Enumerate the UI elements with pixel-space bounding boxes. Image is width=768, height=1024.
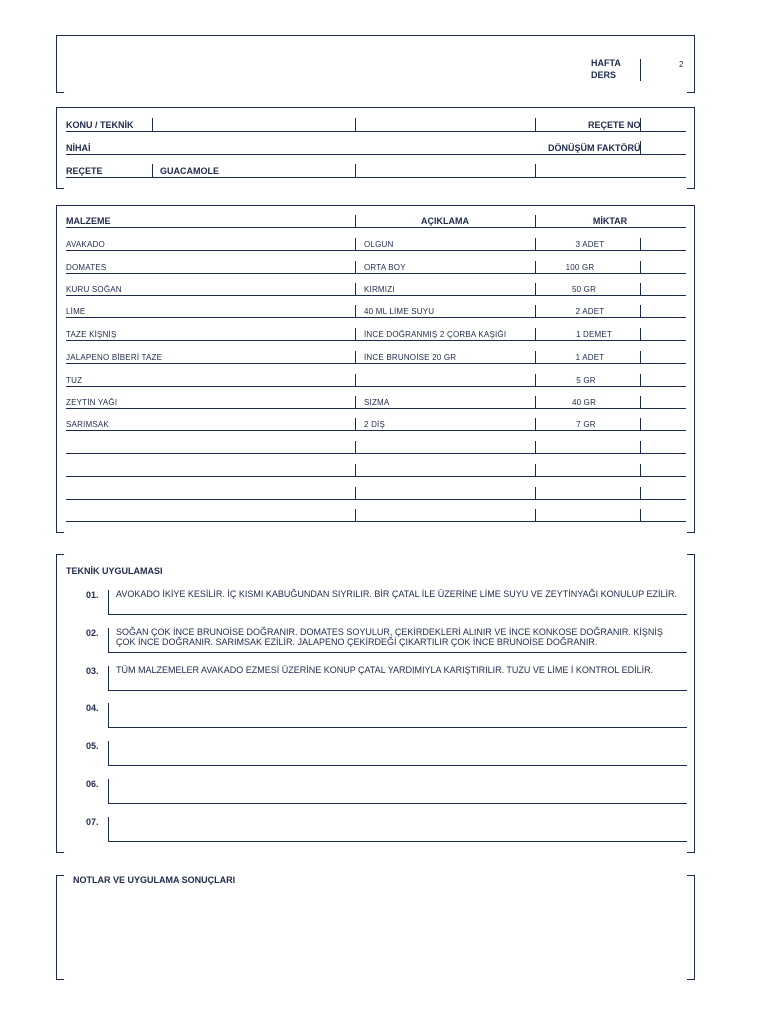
row-divider bbox=[355, 396, 356, 408]
row-divider bbox=[640, 261, 641, 273]
header-bl-tick bbox=[56, 92, 64, 93]
notes-tl-tick bbox=[56, 875, 64, 876]
info-right-border bbox=[694, 107, 695, 188]
notes-br-tick bbox=[687, 979, 695, 980]
row-divider bbox=[535, 305, 536, 317]
step-box bbox=[108, 703, 687, 728]
step-text: TÜM MALZEMELER AVAKADO EZMESİ ÜZERİNE KONUP ÇATAL YARDIMIYLA KARIŞTIRILIR. TUZU VE LİME İ KONTROL EDİLİR. bbox=[116, 665, 654, 675]
row-divider bbox=[355, 261, 356, 273]
notes-bl-tick bbox=[56, 979, 64, 980]
ing-header-line bbox=[66, 227, 686, 228]
ing-right-border bbox=[694, 205, 695, 532]
header-top-border bbox=[56, 35, 695, 36]
row-divider bbox=[355, 238, 356, 250]
table-row-line bbox=[66, 408, 686, 409]
row-divider bbox=[355, 351, 356, 363]
row-divider bbox=[640, 418, 641, 430]
row-divider bbox=[640, 487, 641, 499]
row-divider bbox=[355, 487, 356, 499]
row-divider bbox=[355, 374, 356, 386]
ingredient-name: KURU SOĞAN bbox=[66, 285, 122, 294]
recete-divider bbox=[152, 164, 153, 177]
konu-label: KONU / TEKNİK bbox=[66, 120, 134, 130]
table-row-line bbox=[66, 340, 686, 341]
page-number: 2 bbox=[679, 60, 684, 69]
row-divider bbox=[535, 238, 536, 250]
col-malzeme-header: MALZEME bbox=[66, 216, 111, 226]
header-br-tick bbox=[687, 92, 695, 93]
recete-no-label: REÇETE NO bbox=[588, 120, 641, 130]
row-divider bbox=[535, 487, 536, 499]
ingredient-qty: 7 GR bbox=[576, 420, 596, 429]
table-row-line bbox=[66, 295, 686, 296]
row-divider bbox=[355, 328, 356, 340]
recete-label: REÇETE bbox=[66, 166, 103, 176]
info-row3-line bbox=[66, 177, 686, 178]
ingredient-name: SARIMSAK bbox=[66, 420, 109, 429]
ing-br-tick bbox=[687, 532, 695, 533]
info-row1-line bbox=[66, 131, 686, 132]
info-row1-divider bbox=[355, 118, 356, 131]
row-divider bbox=[640, 464, 641, 476]
info-row3-divider2 bbox=[535, 164, 536, 177]
ing-top-border bbox=[56, 205, 695, 206]
technique-title: TEKNİK UYGULAMASI bbox=[66, 566, 163, 576]
header-left-border bbox=[56, 35, 57, 92]
row-divider bbox=[355, 283, 356, 295]
row-divider bbox=[535, 441, 536, 453]
row-divider bbox=[640, 305, 641, 317]
hafta-label: HAFTA bbox=[591, 58, 621, 68]
ingredient-name: ZEYTİN YAĞI bbox=[66, 398, 118, 407]
ingredient-qty: 1 ADET bbox=[575, 353, 605, 362]
row-divider bbox=[640, 328, 641, 340]
header-right-border bbox=[694, 35, 695, 92]
table-row-line bbox=[66, 317, 686, 318]
ingredient-desc: İNCE BRUNOİSE 20 GR bbox=[364, 353, 457, 362]
step-box bbox=[108, 779, 687, 804]
table-row-line bbox=[66, 453, 686, 454]
step-number: 03. bbox=[86, 666, 99, 676]
row-divider bbox=[355, 305, 356, 317]
tech-tl-tick bbox=[56, 554, 64, 555]
notes-left-border bbox=[56, 875, 57, 979]
nihai-label: NİHAİ bbox=[66, 143, 91, 153]
row-divider bbox=[535, 464, 536, 476]
ingredient-qty: 2 ADET bbox=[575, 307, 605, 316]
step-text: AVOKADO İKİYE KESİLİR. İÇ KISMI KABUĞUNDAN SIYRILIR. BİR ÇATAL İLE ÜZERİNE LİME SUYU VE ZEYTİNYAĞI KONULUP EZİLİR. bbox=[116, 589, 677, 599]
row-divider bbox=[355, 441, 356, 453]
ing-bl-tick bbox=[56, 532, 64, 533]
ingredient-name: LİME bbox=[66, 307, 86, 316]
step-number: 04. bbox=[86, 703, 99, 713]
row-divider bbox=[535, 351, 536, 363]
info-left-border bbox=[56, 107, 57, 188]
recete-value: GUACAMOLE bbox=[160, 166, 219, 176]
table-row-line bbox=[66, 430, 686, 431]
header-divider bbox=[640, 59, 641, 81]
tech-br-tick bbox=[687, 852, 695, 853]
table-row-line bbox=[66, 521, 686, 522]
row-divider bbox=[535, 328, 536, 340]
ingredient-qty: 3 ADET bbox=[575, 240, 605, 249]
step-number: 02. bbox=[86, 628, 99, 638]
ingredient-desc: 2 DİŞ bbox=[364, 420, 386, 429]
ingredient-name: TUZ bbox=[66, 376, 83, 385]
row-divider bbox=[640, 396, 641, 408]
table-row-line bbox=[66, 476, 686, 477]
ingredient-desc: 40 ML LİME SUYU bbox=[364, 307, 435, 316]
info-top-border bbox=[56, 107, 695, 108]
tech-bl-tick bbox=[56, 852, 64, 853]
step-box bbox=[108, 741, 687, 766]
konu-divider bbox=[152, 118, 153, 131]
col-miktar-header: MİKTAR bbox=[592, 216, 628, 226]
col-aciklama-header: AÇIKLAMA bbox=[421, 216, 469, 226]
table-row-line bbox=[66, 386, 686, 387]
info-br-tick bbox=[687, 188, 695, 189]
info-bl-tick bbox=[56, 188, 64, 189]
ingredient-name: DOMATES bbox=[66, 263, 107, 272]
info-row2-line bbox=[66, 154, 686, 155]
step-number: 01. bbox=[86, 590, 99, 600]
row-divider bbox=[640, 374, 641, 386]
row-divider bbox=[640, 509, 641, 521]
notes-right-border bbox=[694, 875, 695, 979]
donusum-label: DÖNÜŞÜM FAKTÖRÜ bbox=[548, 143, 641, 153]
row-divider bbox=[640, 441, 641, 453]
recete-no-divider bbox=[640, 118, 641, 131]
step-box bbox=[108, 817, 687, 842]
ingredient-qty: 100 GR bbox=[565, 263, 595, 272]
tech-right-border bbox=[694, 554, 695, 852]
ingredient-name: TAZE KİŞNİŞ bbox=[66, 330, 117, 339]
step-number: 07. bbox=[86, 817, 99, 827]
step-text: SOĞAN ÇOK İNCE BRUNOİSE DOĞRANIR. DOMATES SOYULUR, ÇEKİRDEKLERİ ALINIR VE İNCE KONKOSE DOĞRANIR. KİŞNİŞ ÇOK İNCE DOĞRANIR. SARIMSAK EZİLİR. JALAPENO ÇEKİRDEĞİ ÇIKARTILIR ÇOK İNCE BRUNOİSE DOĞRANIR. bbox=[116, 627, 663, 647]
donusum-divider bbox=[640, 141, 641, 154]
ingredient-desc: SIZMA bbox=[364, 398, 390, 407]
ingredient-desc: İNCE DOĞRANMIŞ 2 ÇORBA KAŞIĞI bbox=[364, 330, 507, 339]
tech-left-border bbox=[56, 554, 57, 852]
info-row3-divider bbox=[355, 164, 356, 177]
step-number: 05. bbox=[86, 741, 99, 751]
info-row1-divider2 bbox=[535, 118, 536, 131]
row-divider bbox=[640, 351, 641, 363]
ingredient-qty: 5 GR bbox=[576, 376, 596, 385]
ingredient-name: AVAKADO bbox=[66, 240, 105, 249]
ingredient-qty: 50 GR bbox=[571, 285, 597, 294]
ders-label: DERS bbox=[591, 70, 617, 80]
ingredient-desc: OLGUN bbox=[364, 240, 394, 249]
table-row-line bbox=[66, 363, 686, 364]
ingredient-qty: 1 DEMET bbox=[575, 330, 613, 339]
row-divider bbox=[640, 238, 641, 250]
row-divider bbox=[640, 283, 641, 295]
table-row-line bbox=[66, 273, 686, 274]
ingredient-desc: ORTA BOY bbox=[364, 263, 406, 272]
row-divider bbox=[355, 509, 356, 521]
ingredient-qty: 40 GR bbox=[571, 398, 597, 407]
table-row-line bbox=[66, 250, 686, 251]
row-divider bbox=[355, 464, 356, 476]
ingredient-name: JALAPENO BİBERİ TAZE bbox=[66, 353, 163, 362]
row-divider bbox=[355, 418, 356, 430]
step-number: 06. bbox=[86, 779, 99, 789]
ingredient-desc: KIRMIZI bbox=[364, 285, 395, 294]
row-divider bbox=[535, 509, 536, 521]
table-row-line bbox=[66, 499, 686, 500]
ing-left-border bbox=[56, 205, 57, 532]
notes-title: NOTLAR VE UYGULAMA SONUÇLARI bbox=[73, 875, 236, 885]
